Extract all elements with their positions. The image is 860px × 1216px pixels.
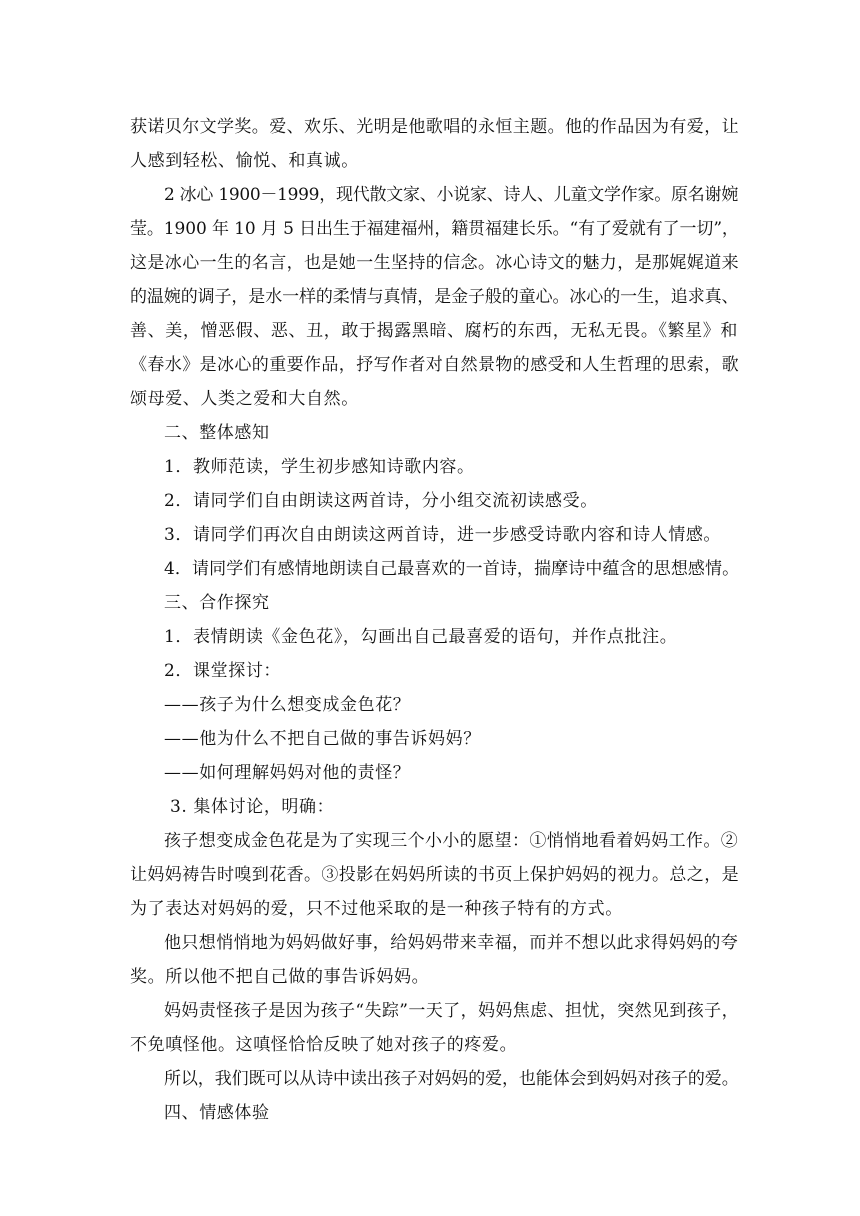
section-heading: 三、合作探究 xyxy=(164,593,270,613)
paragraph-line: 妈妈责怪孩子是因为孩子“失踪”一天了，妈妈焦虑、担忧，突然见到孩子， xyxy=(164,1001,739,1021)
section-heading: 四、情感体验 xyxy=(164,1103,270,1123)
paragraph-line: 莹。1900 年 10 月 5 日出生于福建福州，籍贯福建长乐。“有了爱就有了一切”， xyxy=(130,219,739,239)
paragraph-line: 这是冰心一生的名言，也是她一生坚持的信念。冰心诗文的魅力，是那娓娓道来 xyxy=(130,253,739,273)
list-item: 2．请同学们自由朗读这两首诗，分小组交流初读感受。 xyxy=(164,491,598,511)
paragraph-line: 孩子想变成金色花是为了实现三个小小的愿望：①悄悄地看着妈妈工作。② xyxy=(164,831,739,851)
list-item: 1．表情朗读《金色花》，勾画出自己最喜爱的语句，并作点批注。 xyxy=(164,627,678,647)
paragraph-line: 他只想悄悄地为妈妈做好事，给妈妈带来幸福，而并不想以此求得妈妈的夸 xyxy=(164,933,739,953)
list-item: 2．课堂探讨： xyxy=(164,661,282,681)
question-item: ——如何理解妈妈对他的责怪？ xyxy=(164,763,411,783)
question-item: ——他为什么不把自己做的事告诉妈妈？ xyxy=(164,729,481,749)
paragraph-line: 《春水》是冰心的重要作品，抒写作者对自然景物的感受和人生哲理的思索，歌 xyxy=(130,355,739,375)
list-item: 1．教师范读，学生初步感知诗歌内容。 xyxy=(164,457,475,477)
paragraph-line: 不免嗔怪他。这嗔怪恰恰反映了她对孩子的疼爱。 xyxy=(130,1035,518,1055)
paragraph-line: 颂母爱、人类之爱和大自然。 xyxy=(130,389,359,409)
paragraph-line: 2 冰心 1900－1999，现代散文家、小说家、诗人、儿童文学作家。原名谢婉 xyxy=(164,185,738,205)
list-item: 4．请同学们有感情地朗读自己最喜欢的一首诗，揣摩诗中蕴含的思想感情。 xyxy=(164,559,740,579)
question-item: ——孩子为什么想变成金色花？ xyxy=(164,695,411,715)
paragraph-line: 让妈妈祷告时嗅到花香。③投影在妈妈所读的书页上保护妈妈的视力。总之，是 xyxy=(130,865,739,885)
paragraph-line: 奖。所以他不把自己做的事告诉妈妈。 xyxy=(130,967,430,987)
list-item: 3. 集体讨论，明确： xyxy=(170,797,335,817)
list-item: 3．请同学们再次自由朗读这两首诗，进一步感受诗歌内容和诗人情感。 xyxy=(164,525,722,545)
paragraph-line: 获诺贝尔文学奖。爱、欢乐、光明是他歌唱的永恒主题。他的作品因为有爱，让 xyxy=(130,117,739,137)
section-heading: 二、整体感知 xyxy=(164,423,270,443)
paragraph-line: 的温婉的调子，是水一样的柔情与真情，是金子般的童心。冰心的一生，追求真、 xyxy=(130,287,739,307)
paragraph-line: 善、美，憎恶假、恶、丑，敢于揭露黑暗、腐朽的东西，无私无畏。《繁星》和 xyxy=(130,321,738,341)
paragraph-line: 人感到轻松、愉悦、和真诚。 xyxy=(130,151,359,171)
paragraph-line: 所以，我们既可以从诗中读出孩子对妈妈的爱，也能体会到妈妈对孩子的爱。 xyxy=(164,1069,739,1089)
paragraph-line: 为了表达对妈妈的爱，只不过他采取的是一种孩子特有的方式。 xyxy=(130,899,623,919)
